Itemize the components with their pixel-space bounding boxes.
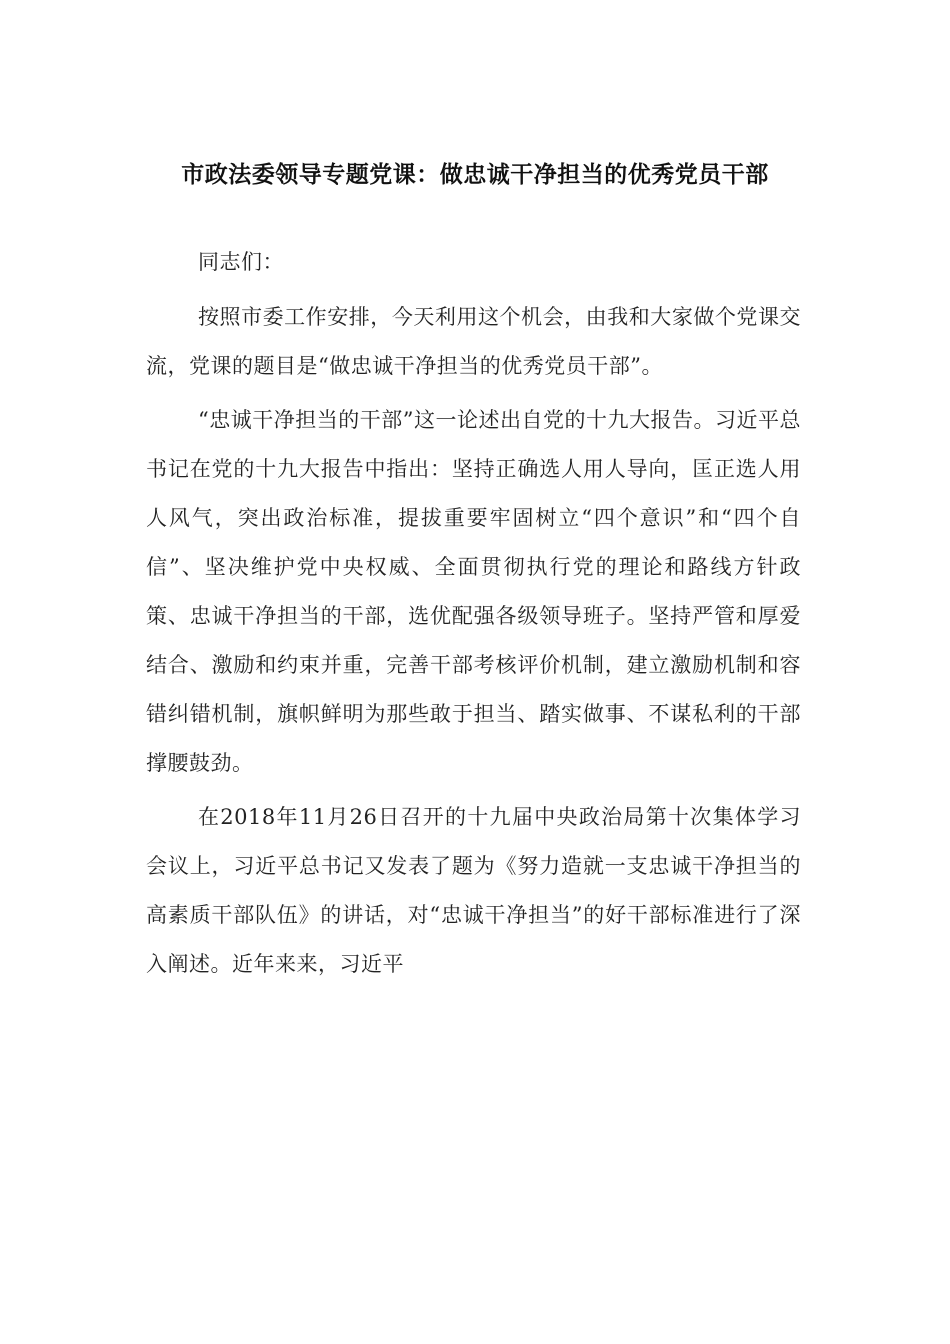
salutation-paragraph: 同志们： <box>198 250 284 274</box>
intro-paragraph: 按照市委工作安排，今天利用这个机会，由我和大家做个党课交流，党课的题目是“做忠诚干净担当的优秀党员干部”。 <box>146 305 801 378</box>
document-title: 市政法委领导专题党课：做忠诚干净担当的优秀党员干部 <box>181 162 769 188</box>
document-body <box>146 238 801 994</box>
report-quote-paragraph: “忠诚干净担当的干部”这一论述出自党的十九大报告。习近平总书记在党的十九大报告中指出：坚持正确选人用人导向，匡正选人用人风气，突出政治标准，提拔重要牢固树立“四个意识”和“四个自信”、坚决维护党中央权威、全面贯彻执行党的理论和路线方针政策、忠诚干净担当的干部，选优配强各级领导班子。坚持严管和厚爱结合、激励和约束并重，完善干部考核评价机制，建立激励机制和容错纠错机制，旗帜鲜明为那些敢于担当、踏实做事、不谋私利的干部撑腰鼓劲。 <box>146 408 801 775</box>
study-session-paragraph: 在2018年11月26日召开的十九届中央政治局第十次集体学习会议上，习近平总书记又发表了题为《努力造就一支忠诚干净担当的高素质干部队伍》的讲话，对“忠诚干净担当”的好干部标准进行了深入阐述。近年来来，习近平 <box>146 805 801 976</box>
